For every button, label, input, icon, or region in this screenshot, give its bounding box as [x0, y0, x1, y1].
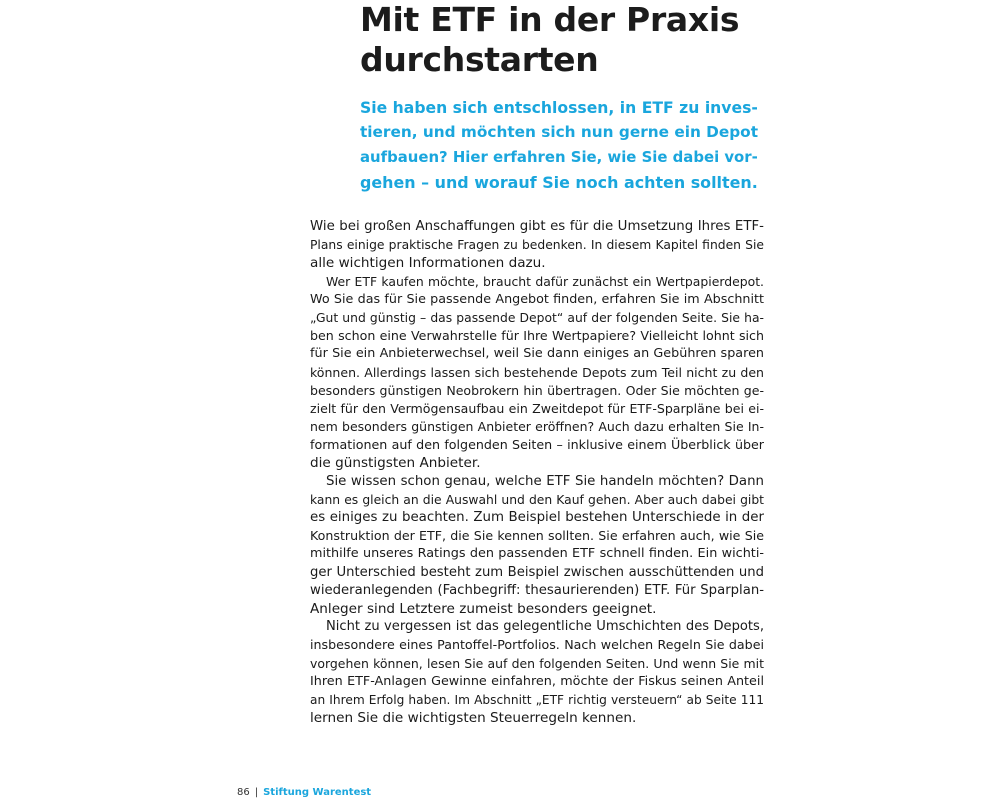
- body-line: Anleger sind Letztere zumeist besonders geeignet.: [310, 600, 657, 617]
- body-line: wiederanlegenden (Fachbegriff: thesaurierenden) ETF. Für Sparplan-: [310, 582, 764, 598]
- body-line: lernen Sie die wichtigsten Steuerregeln kennen.: [310, 710, 637, 727]
- body-line: alle wichtigen Informationen dazu.: [310, 255, 546, 272]
- body-line: Wer ETF kaufen möchte, braucht dafür zunächst ein Wertpapierdepot.: [326, 273, 764, 289]
- body-line: ben schon eine Verwahrstelle für Ihre Wertpapiere? Vielleicht lohnt sich: [310, 328, 764, 344]
- body-line: nem besonders günstigen Anbieter eröffnen? Auch dazu erhalten Sie In-: [310, 419, 764, 435]
- title-line: Mit ETF in der Praxis: [360, 0, 740, 39]
- body-line: Wo Sie das für Sie passende Angebot finden, erfahren Sie im Abschnitt: [310, 291, 764, 307]
- body-line: Sie wissen schon genau, welche ETF Sie handeln möchten? Dann: [326, 473, 764, 489]
- body-line: an Ihrem Erfolg haben. Im Abschnitt „ETF richtig versteuern“ ab Seite 111: [310, 692, 764, 707]
- body-line: es einiges zu beachten. Zum Beispiel bestehen Unterschiede in der: [310, 510, 764, 525]
- publisher-name: Stiftung Warentest: [263, 787, 372, 798]
- lead-line: Sie haben sich entschlossen, in ETF zu inves-: [360, 98, 758, 117]
- body-line: zielt für den Vermögensaufbau ein Zweitdepot für ETF-Sparpläne bei ei-: [310, 400, 764, 416]
- lead-line: gehen – und worauf Sie noch achten sollten.: [360, 173, 758, 192]
- title-line: durchstarten: [360, 40, 599, 79]
- body-line: kann es gleich an die Auswahl und den Kauf gehen. Aber auch dabei gibt: [310, 492, 764, 507]
- body-line: Wie bei großen Anschaffungen gibt es für die Umsetzung Ihres ETF-: [310, 219, 764, 234]
- body-text: [310, 218, 764, 727]
- body-line: Ihren ETF-Anlagen Gewinne einfahren, möchte der Fiskus seinen Anteil: [310, 673, 764, 689]
- body-line: „Gut und günstig – das passende Depot“ auf der folgenden Seite. Sie ha-: [310, 310, 764, 325]
- lead-line: tieren, und möchten sich nun gerne ein Depot: [360, 123, 759, 141]
- body-line: Plans einige praktische Fragen zu bedenken. In diesem Kapitel finden Sie: [310, 238, 764, 253]
- lead-line: aufbauen? Hier erfahren Sie, wie Sie dabei vor-: [360, 148, 758, 166]
- body-line: besonders günstigen Neobrokern hin übertragen. Oder Sie möchten ge-: [310, 382, 764, 398]
- body-line: Nicht zu vergessen ist das gelegentliche Umschichten des Depots,: [326, 619, 764, 635]
- body-line: Konstruktion der ETF, die Sie kennen sollten. Sie erfahren auch, wie Sie: [310, 528, 764, 544]
- body-line: formationen auf den folgenden Seiten – inklusive einem Überblick über: [310, 437, 764, 453]
- body-line: ger Unterschied besteht zum Beispiel zwischen ausschüttenden und: [310, 564, 764, 580]
- body-line: mithilfe unseres Ratings den passenden ETF schnell finden. Ein wichti-: [310, 546, 764, 562]
- body-line: vorgehen können, lesen Sie auf den folgenden Seiten. Und wenn Sie mit: [310, 655, 764, 671]
- page-footer: [237, 786, 371, 800]
- lead-paragraph: [360, 95, 760, 195]
- body-line: insbesondere eines Pantoffel-Portfolios. Nach welchen Regeln Sie dabei: [310, 637, 764, 653]
- footer-separator: |: [254, 787, 259, 798]
- body-line: können. Allerdings lassen sich bestehende Depots zum Teil nicht zu den: [310, 364, 764, 380]
- body-line: die günstigsten Anbieter.: [310, 455, 481, 472]
- page-title: [360, 0, 780, 80]
- body-line: für Sie ein Anbieterwechsel, weil Sie dann einiges an Gebühren sparen: [310, 346, 764, 362]
- page-number: 86: [237, 787, 250, 798]
